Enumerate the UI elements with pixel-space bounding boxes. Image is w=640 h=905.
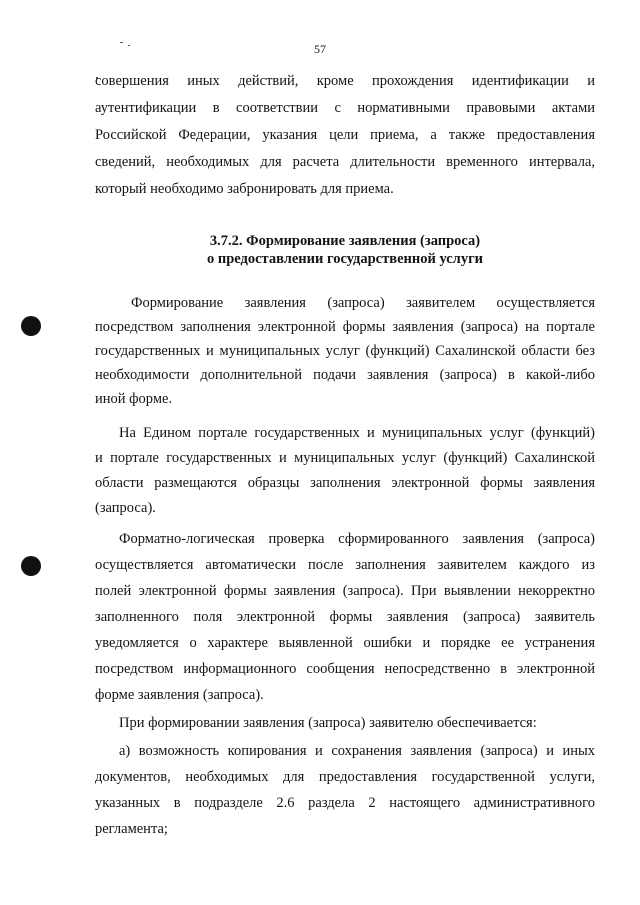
text-line: указанных в подразделе 2.6 раздела 2 настоящего административного	[95, 795, 595, 811]
hole-punch-mark	[21, 556, 41, 576]
text-line: а) возможность копирования и сохранения заявления (запроса) и иных	[119, 743, 595, 759]
page-number: 57	[314, 42, 326, 56]
heading-line: о предоставлении государственной услуги	[206, 251, 484, 267]
text-line: необходимости дополнительной подачи заявления (запроса) в какой-либо	[95, 367, 595, 383]
text-line: совершения иных действий, кроме прохождения идентификации и	[95, 73, 595, 89]
text-line: полей электронной формы заявления (запроса). При выявлении некорректно	[95, 583, 595, 599]
text-line: уведомляется о характере выявленной ошибки и порядке ее устранения	[95, 635, 595, 651]
text-line: форме заявления (запроса).	[95, 687, 264, 703]
hole-punch-mark	[21, 316, 41, 336]
text-line: документов, необходимых для предоставления государственной услуги,	[95, 769, 595, 785]
text-line: При формировании заявления (запроса) заявителю обеспечивается:	[119, 715, 537, 731]
text-line: осуществляется автоматически после заполнения заявителем каждого из	[95, 557, 595, 573]
text-line: Форматно-логическая проверка сформированного заявления (запроса)	[119, 531, 595, 547]
text-line: (запроса).	[95, 500, 156, 516]
text-line: посредством заполнения электронной формы заявления (запроса) на портале	[95, 319, 595, 335]
scan-speck	[128, 45, 130, 46]
text-line: посредством информационного сообщения непосредственно в электронной	[95, 661, 595, 677]
text-line: и портале государственных и муниципальных услуг (функций) Сахалинской	[95, 450, 595, 466]
text-line: который необходимо забронировать для приема.	[95, 181, 394, 197]
heading-line: 3.7.2. Формирование заявления (запроса)	[209, 233, 481, 249]
text-line: иной форме.	[95, 391, 173, 407]
text-line: сведений, необходимых для расчета длительности временного интервала,	[95, 154, 595, 170]
text-line: На Едином портале государственных и муниципальных услуг (функций)	[119, 425, 595, 441]
text-line: области размещаются образцы заполнения электронной формы заявления	[95, 475, 595, 491]
text-line: Формирование заявления (запроса) заявителем осуществляется	[131, 295, 595, 311]
scan-speck	[120, 42, 123, 43]
text-line: заполненного поля электронной формы заявления (запроса) заявитель	[95, 609, 595, 625]
text-line: Российской Федерации, указания цели приема, а также предоставления	[95, 127, 595, 143]
text-line: государственных и муниципальных услуг (функций) Сахалинской области без	[95, 343, 595, 359]
text-line: аутентификации в соответствии с нормативными правовыми актами	[95, 100, 595, 116]
text-line: регламента;	[95, 821, 168, 837]
